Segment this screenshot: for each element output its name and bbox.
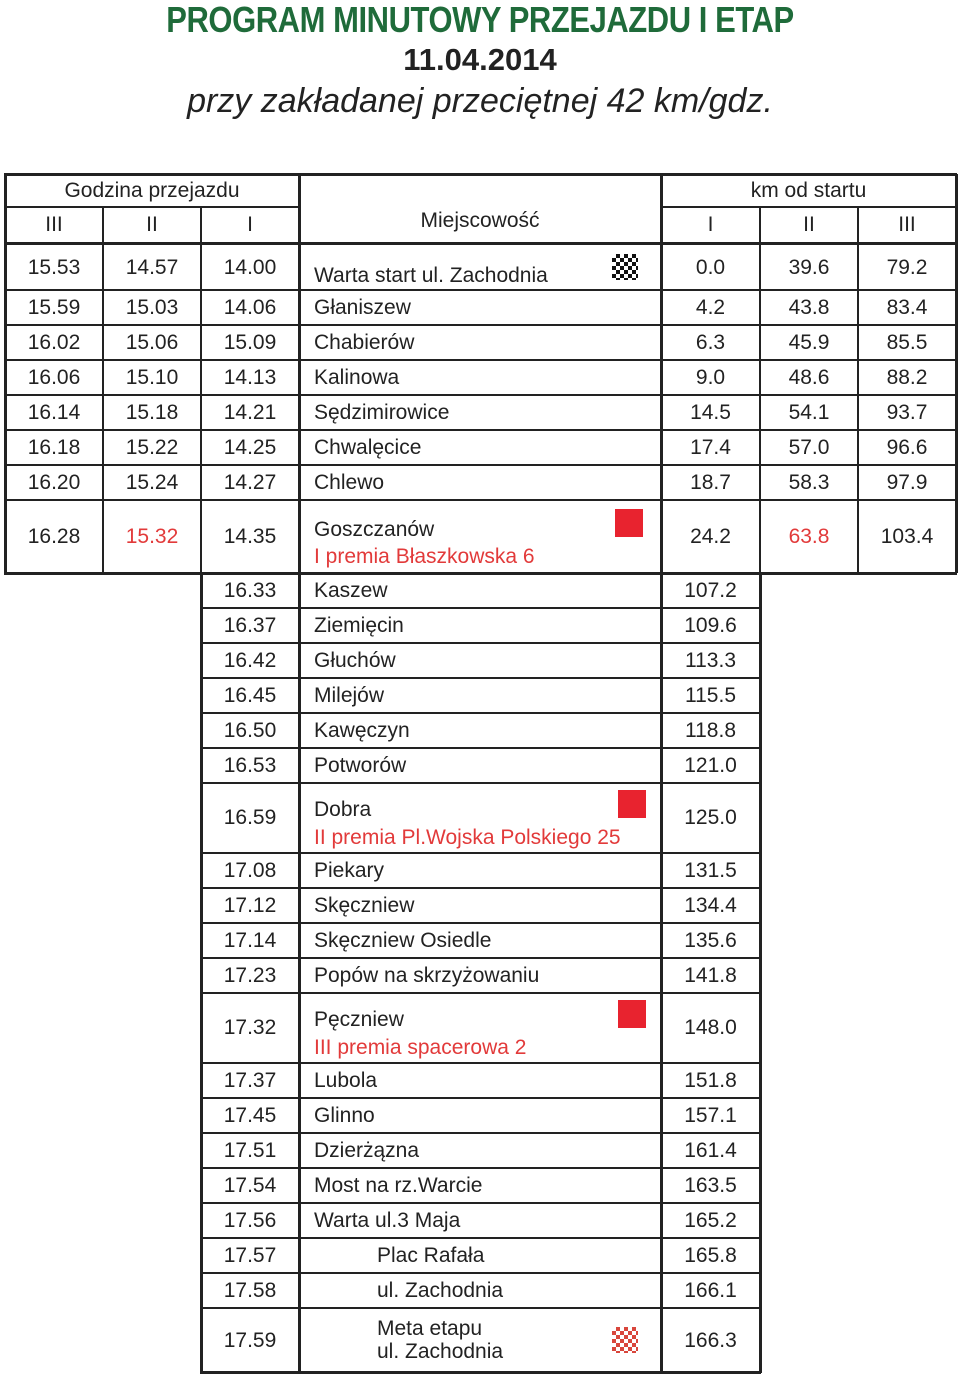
row-divider <box>201 677 760 679</box>
time-iii: 15.53 <box>27 256 81 279</box>
table-right-border <box>955 174 958 573</box>
column-divider <box>660 573 663 1373</box>
place-name: Sędzimirowice <box>314 400 450 424</box>
time-iii: 16.02 <box>27 330 81 354</box>
header-bottom-border <box>4 242 957 245</box>
time-i: 17.45 <box>223 1103 277 1127</box>
time-ii: 15.32 <box>125 525 179 548</box>
header-time-col: III <box>45 213 63 236</box>
km-ii: 45.9 <box>788 330 830 354</box>
place-name: ul. Zachodnia <box>377 1340 504 1363</box>
average-speed-note: przy zakładanej przeciętnej 42 km/gdz. <box>187 82 773 120</box>
premia-marker-icon <box>618 1000 646 1028</box>
place-name: Dzierżązna <box>314 1138 420 1162</box>
time-iii: 16.20 <box>27 470 81 494</box>
row-divider <box>201 922 760 924</box>
row-divider <box>5 429 956 431</box>
place-name: Warta ul.3 Maja <box>314 1208 461 1232</box>
time-i: 17.32 <box>223 1016 277 1039</box>
place-name: Głuchów <box>314 648 396 672</box>
premia-label: II premia Pl.Wojska Polskiego 25 <box>314 826 621 849</box>
time-i: 14.27 <box>223 470 277 494</box>
km-i: 157.1 <box>684 1103 737 1127</box>
place-name: Kalinowa <box>314 365 400 389</box>
row-divider <box>201 1167 760 1169</box>
place-name: Warta start ul. Zachodnia <box>314 264 548 287</box>
km-i: 17.4 <box>690 435 731 459</box>
km-i: 141.8 <box>684 963 737 987</box>
place-name: Chwalęcice <box>314 435 422 459</box>
km-i: 0.0 <box>695 256 726 279</box>
time-i: 14.00 <box>223 256 277 279</box>
km-i: 161.4 <box>684 1138 737 1162</box>
time-i: 17.54 <box>223 1173 277 1197</box>
row-divider <box>201 957 760 959</box>
time-i: 17.59 <box>223 1328 277 1352</box>
time-ii: 15.18 <box>125 400 179 424</box>
time-i: 14.21 <box>223 400 277 424</box>
place-name: Piekary <box>314 858 385 882</box>
km-iii: 83.4 <box>886 295 928 319</box>
km-i: 113.3 <box>685 648 736 672</box>
time-ii: 15.06 <box>125 330 179 354</box>
place-name: Dobra <box>314 798 372 821</box>
table-left-border <box>4 174 7 573</box>
row-divider <box>5 394 956 396</box>
row-divider <box>201 1202 760 1204</box>
table-bottom-border <box>200 1371 761 1374</box>
km-ii: 57.0 <box>788 435 830 459</box>
place-name: Chlewo <box>314 470 385 494</box>
km-i: 115.5 <box>685 683 736 707</box>
km-i: 134.4 <box>684 893 737 917</box>
km-iii: 79.2 <box>886 256 928 279</box>
place-name: Ziemięcin <box>314 613 404 637</box>
row-divider <box>5 464 956 466</box>
header-km-group: km od startu <box>750 179 867 202</box>
km-ii: 54.1 <box>788 400 830 424</box>
km-ii: 63.8 <box>788 525 830 548</box>
km-i: 18.7 <box>690 470 731 494</box>
time-ii: 15.10 <box>125 365 179 389</box>
km-i: 6.3 <box>695 330 726 354</box>
time-i: 17.14 <box>223 928 277 952</box>
header-time-group: Godzina przejazdu <box>64 179 240 202</box>
time-i: 14.25 <box>223 435 277 459</box>
km-i: 118.8 <box>685 718 736 742</box>
row-divider <box>201 852 760 854</box>
column-divider <box>298 174 301 573</box>
time-i: 16.42 <box>223 648 277 672</box>
time-i: 17.23 <box>223 963 277 987</box>
place-name: Pęczniew <box>314 1008 404 1031</box>
header-time-col: II <box>146 213 158 236</box>
place-name: Goszczanów <box>314 518 435 541</box>
km-i: 131.5 <box>684 858 737 882</box>
km-iii: 103.4 <box>880 525 934 548</box>
row-divider <box>5 324 956 326</box>
time-i: 16.33 <box>223 578 277 602</box>
column-divider <box>660 174 663 573</box>
km-i: 4.2 <box>695 295 726 319</box>
km-ii: 43.8 <box>788 295 830 319</box>
row-divider <box>201 712 760 714</box>
time-i: 17.58 <box>223 1278 277 1302</box>
header-place: Miejscowość <box>420 209 540 232</box>
row-divider <box>5 499 956 501</box>
time-ii: 15.03 <box>125 295 179 319</box>
km-ii: 39.6 <box>788 256 830 279</box>
column-divider <box>857 207 859 573</box>
km-i: 125.0 <box>684 806 737 829</box>
header-divider <box>5 206 299 208</box>
km-i: 121.0 <box>684 753 737 777</box>
place-name: Skęczniew <box>314 893 415 917</box>
place-name: Skęczniew Osiedle <box>314 928 492 952</box>
page-title: PROGRAM MINUTOWY PRZEJAZDU I ETAP <box>166 0 794 40</box>
premia-marker-icon <box>618 790 646 818</box>
place-name: Kawęczyn <box>314 718 410 742</box>
km-iii: 88.2 <box>886 365 928 389</box>
row-divider <box>5 289 956 291</box>
column-divider <box>298 573 301 1373</box>
lower-left-border <box>200 573 203 1373</box>
km-i: 151.8 <box>684 1068 737 1092</box>
time-i: 16.59 <box>223 806 277 829</box>
place-name: Most na rz.Warcie <box>314 1173 483 1197</box>
row-divider <box>201 1307 760 1309</box>
start-flag-icon <box>612 254 638 280</box>
time-i: 17.57 <box>223 1243 277 1267</box>
row-divider <box>201 1062 760 1064</box>
time-i: 16.37 <box>223 613 277 637</box>
km-i: 165.2 <box>684 1208 737 1232</box>
time-iii: 16.14 <box>27 400 81 424</box>
row-divider <box>5 359 956 361</box>
place-name: Glinno <box>314 1103 375 1127</box>
row-divider <box>201 642 760 644</box>
time-ii: 14.57 <box>125 256 179 279</box>
place-name: Chabierów <box>314 330 415 354</box>
time-iii: 16.18 <box>27 435 81 459</box>
time-ii: 15.24 <box>125 470 179 494</box>
header-km-col: II <box>803 213 815 236</box>
place-name: Popów na skrzyżowaniu <box>314 963 540 987</box>
place-name: Milejów <box>314 683 385 707</box>
km-ii: 58.3 <box>788 470 830 494</box>
km-i: 148.0 <box>684 1016 737 1039</box>
time-i: 17.37 <box>223 1068 277 1092</box>
row-divider <box>201 1237 760 1239</box>
lower-right-border <box>759 573 762 1373</box>
time-i: 14.35 <box>223 525 277 548</box>
km-i: 163.5 <box>684 1173 737 1197</box>
time-i: 14.06 <box>223 295 277 319</box>
premia-label: III premia spacerowa 2 <box>314 1036 527 1059</box>
upper-bottom-border <box>4 572 957 575</box>
column-divider <box>102 207 104 573</box>
km-i: 9.0 <box>695 365 726 389</box>
km-iii: 97.9 <box>886 470 928 494</box>
km-i: 166.1 <box>684 1278 737 1302</box>
time-iii: 16.28 <box>27 525 81 548</box>
place-name: Kaszew <box>314 578 388 602</box>
row-divider <box>201 782 760 784</box>
time-i: 16.53 <box>223 753 277 777</box>
km-ii: 48.6 <box>788 365 830 389</box>
header-time-col: I <box>247 213 253 236</box>
row-divider <box>201 1097 760 1099</box>
premia-label: I premia Błaszkowska 6 <box>314 545 535 568</box>
row-divider <box>201 1272 760 1274</box>
km-i: 24.2 <box>690 525 731 548</box>
time-i: 15.09 <box>223 330 277 354</box>
place-name: Potworów <box>314 753 407 777</box>
km-i: 165.8 <box>684 1243 737 1267</box>
place-name: Głaniszew <box>314 295 411 319</box>
header-km-col: I <box>707 213 714 236</box>
km-iii: 96.6 <box>886 435 928 459</box>
place-name: Lubola <box>314 1068 378 1092</box>
column-divider <box>759 207 761 573</box>
km-i: 166.3 <box>684 1328 737 1352</box>
time-i: 17.12 <box>223 893 277 917</box>
time-iii: 16.06 <box>27 365 81 389</box>
time-i: 16.45 <box>223 683 277 707</box>
km-iii: 85.5 <box>886 330 928 354</box>
km-i: 107.2 <box>684 578 737 602</box>
header-divider <box>661 206 956 208</box>
row-divider <box>201 747 760 749</box>
place-name: ul. Zachodnia <box>377 1278 504 1302</box>
time-i: 14.13 <box>223 365 277 389</box>
column-divider <box>200 207 202 573</box>
km-iii: 93.7 <box>886 400 928 424</box>
finish-flag-icon <box>612 1327 638 1353</box>
time-i: 16.50 <box>223 718 277 742</box>
time-ii: 15.22 <box>125 435 179 459</box>
row-divider <box>201 607 760 609</box>
time-i: 17.51 <box>223 1138 277 1162</box>
table-top-border <box>4 173 957 176</box>
time-i: 17.08 <box>223 858 277 882</box>
place-name: Meta etapu <box>377 1317 483 1340</box>
row-divider <box>201 1132 760 1134</box>
km-i: 135.6 <box>684 928 737 952</box>
header-km-col: III <box>898 213 916 236</box>
km-i: 14.5 <box>690 400 731 424</box>
place-name: Plac Rafała <box>377 1243 485 1267</box>
time-iii: 15.59 <box>27 295 81 319</box>
time-i: 17.56 <box>223 1208 277 1232</box>
row-divider <box>201 992 760 994</box>
km-i: 109.6 <box>684 613 737 637</box>
row-divider <box>201 887 760 889</box>
stage-date: 11.04.2014 <box>403 42 557 77</box>
premia-marker-icon <box>615 509 643 537</box>
